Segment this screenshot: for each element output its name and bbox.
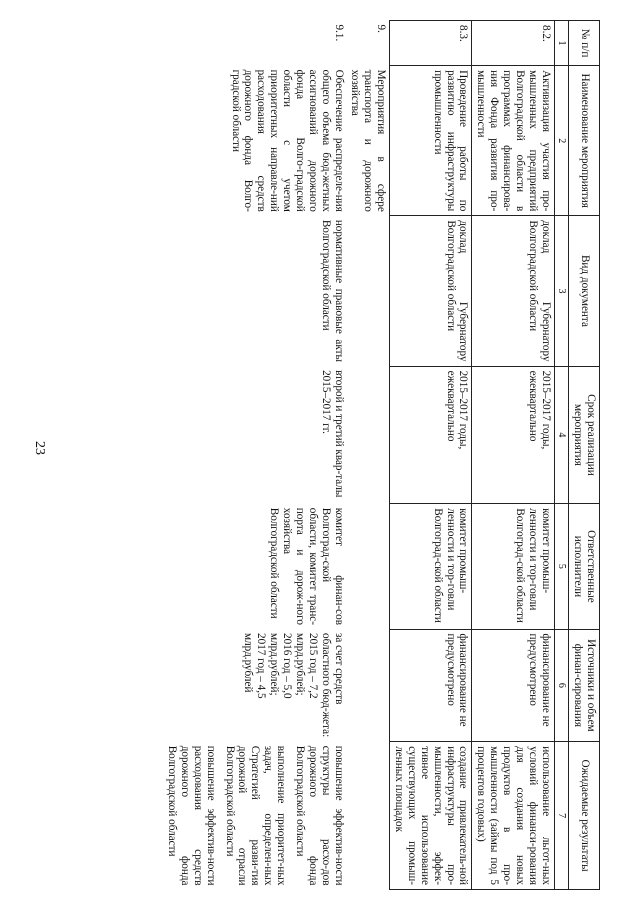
funding-line: 2015 год – 7,2 млрд.рублей; [294,633,319,699]
document-type: нормативные правовые акты Волгоградской области [319,219,345,363]
measure-name: Активизация участия про-мышленных предприятий Волгоградской области в программах финансирова-ния Фонда развития про-мышленности [472,66,554,216]
funding-line: 2016 год – 5,0 млрд.рублей; [268,633,294,699]
document-type: доклад Губернатору Волгоградской области [472,216,554,366]
measures-table [163,20,600,890]
expected-result: создание привлекатель-ной инфраструктуры про-мышленности, эффек-тивное использование существующих промыш-ленных площадок [390,742,472,890]
funding-source: финансирование не предусмотрено [390,629,472,742]
document-sheet [30,20,600,890]
row-number: 8.2. [472,21,554,66]
executors: комитет промыш-ленности и тор-говли Волгоград-ской области [472,504,554,629]
column-number: 5 [554,504,569,629]
column-number: 1 [554,21,569,66]
funding-source [163,629,346,742]
executors: комитет финан-сов Волгоград-ской области, комитет транс-порта и дорож-ного хозяйства Волгоградской области [268,507,345,625]
header-row [569,21,600,890]
header-cell: Наименование мероприятия [569,66,600,216]
funding-source: финансирование не предусмотрено [472,629,554,742]
header-cell: Вид документа [569,216,600,366]
column-number-row [554,21,569,890]
row-number: 8.3. [390,21,472,66]
result-item: повышение эффектив-ности структуры расхо-дов дорожного фонда Волгоградской области [294,745,345,886]
column-number: 6 [554,629,569,742]
column-number: 4 [554,366,569,504]
expected-result [163,742,346,890]
section-title: Мероприятия в сфере транспорта и дорожного хозяйства [349,69,388,212]
column-number: 2 [554,66,569,216]
measure-name: Проведение работы по развитию инфраструктуры промышленности [390,66,472,216]
header-cell: Срок реализации мероприятия [569,366,600,504]
section-number: 9. [375,24,388,33]
table-row [163,21,346,890]
executors: комитет промыш-ленности и тор-говли Волгоград-ской области [390,504,472,629]
measure-name: Обеспечение распределе-ния общего объема бюд-жетных ассигнований дорожного фонда Волго-градской области с учетом приоритетных направле-ний расходования средств дорожного фонда Волго-градской области [229,69,345,212]
header-cell: Ответственные исполнители [569,504,600,629]
term: 2015–2017 годы, ежеквартально [390,366,472,504]
page-number: 23 [32,441,47,455]
section-row [347,21,390,890]
table-row [390,21,472,890]
result-item: выполнение приоритет-ных задач, определен-ных Стратегией разви-тия дорожной отрасли Волгоградской области [223,745,288,886]
expected-result: использование льгот-ных условий финанси-рования для создания новых продуктов в про-мышленности (займы под 5 процентов годовых) [472,742,554,890]
header-cell: Ожидаемые результаты [569,742,600,890]
funding-line: за счет средств областного бюд-жета: [319,633,345,738]
header-cell: Источники и объем финан-сирования [569,629,600,742]
column-number: 7 [554,742,569,890]
term: второй и третий квар-талы 2015–2017 гг. [319,370,345,498]
table-row [472,21,554,890]
column-number: 3 [554,216,569,366]
document-type: доклад Губернатору Волгоградской области [390,216,472,366]
term: 2015–2017 годы, ежеквартально [472,366,554,504]
header-cell: № п/п [569,21,600,66]
result-item: повышение эффектив-ности расходования средств дорожного фонда Волгоградской области [166,745,217,886]
funding-line: 2017 год – 4,5 млрд.рублей [242,633,268,699]
row-number: 9.1. [332,24,345,42]
